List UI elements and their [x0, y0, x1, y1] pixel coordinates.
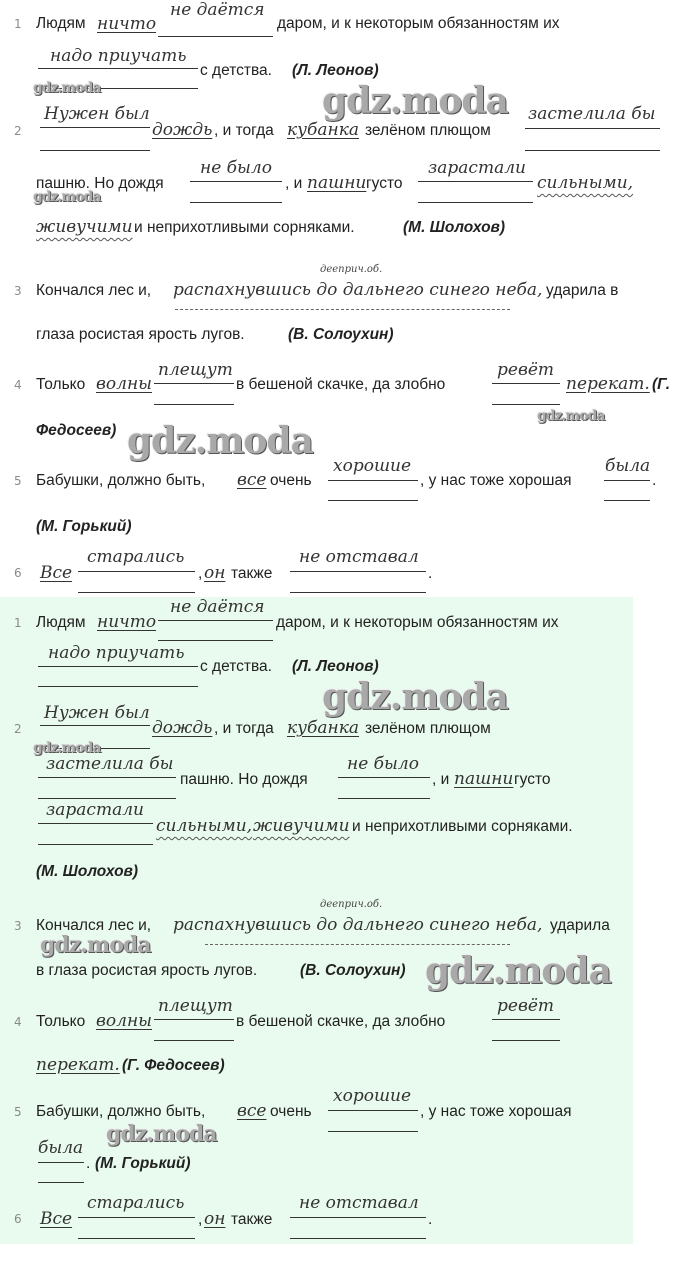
predicate-word: старались — [87, 547, 185, 567]
predicate-underline — [492, 1019, 560, 1020]
author: (Л. Леонов) — [292, 658, 379, 675]
predicate-underline — [38, 686, 198, 687]
sentence-text: , и — [285, 175, 303, 192]
predicate-word: не было — [347, 754, 419, 774]
watermark-logo: gdz.moda — [33, 80, 101, 96]
predicate-underline — [290, 1238, 426, 1239]
predicate-underline — [290, 571, 426, 572]
predicate-underline — [40, 150, 150, 151]
predicate-underline — [154, 404, 234, 405]
subject-word: пашни — [307, 173, 367, 193]
watermark-logo: gdz.moda — [425, 950, 611, 992]
predicate-word: застелила бы — [46, 754, 174, 774]
sentence-text: Людям — [36, 614, 86, 631]
predicate-word: не было — [200, 158, 272, 178]
sentence-number: 1 — [14, 616, 22, 630]
predicate-word: Нужен был — [44, 104, 150, 124]
sentence-number: 6 — [14, 566, 22, 580]
predicate-underline — [290, 1217, 426, 1218]
sentence-text: густо — [514, 771, 551, 788]
predicate-word: не даётся — [170, 0, 265, 20]
sentence-text: даром, и к некоторым обязанностям их — [276, 614, 559, 631]
sentence-text: , и тогда — [214, 122, 274, 139]
watermark-logo: gdz.moda — [322, 676, 508, 718]
annotation-note: дееприч.об. — [320, 899, 383, 910]
attribute-word: сильными, — [156, 816, 253, 836]
predicate-underline — [40, 725, 150, 726]
sentence-text: Бабушки, должно быть, — [36, 1103, 206, 1120]
subject-word: пашни — [454, 769, 514, 789]
predicate-underline — [492, 383, 560, 384]
sentence-text: даром, и к некоторым обязанностям их — [277, 15, 560, 32]
predicate-underline — [38, 777, 176, 778]
watermark-logo: gdz.moda — [537, 408, 605, 424]
predicate-underline — [38, 68, 198, 69]
predicate-underline — [328, 480, 418, 481]
sentence-text: с детства. — [200, 658, 272, 675]
predicate-word: зарастали — [46, 800, 144, 820]
sentence-text: густо — [366, 175, 403, 192]
sentence-text: . — [86, 1155, 91, 1172]
predicate-underline — [38, 844, 153, 845]
sentence-number: 4 — [14, 378, 22, 392]
sentence-text: Кончался лес и, — [36, 917, 152, 934]
sentence-number: 2 — [14, 124, 22, 138]
sentence-number: 3 — [14, 284, 22, 298]
predicate-underline — [78, 1217, 195, 1218]
predicate-underline — [40, 127, 150, 128]
sentence-text: . — [428, 1211, 433, 1228]
predicate-word: не отставал — [299, 547, 419, 567]
author: Федосеев) — [36, 422, 117, 439]
sentence-text: Бабушки, должно быть, — [36, 472, 206, 489]
predicate-underline — [492, 404, 560, 405]
predicate-underline — [38, 798, 176, 799]
author: (Г. Федосеев) — [122, 1057, 225, 1074]
predicate-word: Нужен был — [44, 703, 150, 723]
phrase-underline — [175, 309, 510, 310]
sentence-number: 5 — [14, 474, 22, 488]
subject-word: Все — [40, 1209, 73, 1229]
sentence-number: 5 — [14, 1105, 22, 1119]
attribute-word: живучими — [36, 217, 133, 237]
subject-word: кубанка — [287, 718, 360, 738]
watermark-logo: gdz.moda — [106, 1121, 217, 1147]
sentence-text: Только — [36, 376, 86, 393]
predicate-underline — [190, 181, 282, 182]
sentence-text: глаза росистая ярость лугов. — [36, 326, 245, 343]
predicate-underline — [604, 500, 650, 501]
phrase-underline — [205, 944, 510, 945]
subject-word: ничто — [97, 612, 157, 632]
subject-word: перекат. — [36, 1055, 120, 1075]
predicate-underline — [38, 666, 198, 667]
predicate-underline — [525, 150, 660, 151]
predicate-underline — [154, 1040, 234, 1041]
author: (М. Горький) — [36, 518, 132, 535]
sentence-text: очень — [270, 472, 312, 489]
sentence-number: 6 — [14, 1212, 22, 1226]
predicate-underline — [78, 592, 195, 593]
predicate-word: старались — [87, 1193, 185, 1213]
watermark-logo: gdz.moda — [33, 740, 101, 756]
sentence-text: , — [198, 1211, 203, 1228]
subject-word: волны — [96, 374, 152, 394]
author: (М. Шолохов) — [36, 863, 139, 880]
predicate-word: ревёт — [497, 360, 555, 380]
predicate-word: зарастали — [428, 158, 526, 178]
author: (М. Шолохов) — [403, 219, 506, 236]
predicate-underline — [492, 1040, 560, 1041]
sentence-text: также — [231, 1211, 273, 1228]
watermark-logo: gdz.moda — [40, 932, 151, 958]
predicate-underline — [38, 823, 153, 824]
predicate-underline — [525, 128, 660, 129]
predicate-word: была — [38, 1138, 84, 1158]
sentence-text: очень — [270, 1103, 312, 1120]
annotation-note: дееприч.об. — [320, 264, 383, 275]
subject-word: волны — [96, 1011, 152, 1031]
sentence-text: зелёном плющом — [365, 720, 491, 737]
sentence-number: 4 — [14, 1015, 22, 1029]
predicate-word: была — [605, 456, 651, 476]
subject-word: Все — [40, 563, 73, 583]
predicate-word: хорошие — [333, 456, 412, 476]
predicate-word: надо приучать — [48, 643, 185, 663]
predicate-word: не даётся — [170, 597, 265, 617]
sentence-number: 3 — [14, 919, 22, 933]
sentence-text: , и — [432, 771, 450, 788]
predicate-underline — [328, 1110, 418, 1111]
predicate-underline — [338, 798, 430, 799]
predicate-underline — [78, 571, 195, 572]
sentence-text: также — [231, 565, 273, 582]
sentence-text: ударила — [550, 917, 610, 934]
subject-word: дождь — [152, 120, 213, 140]
predicate-word: плещут — [158, 360, 233, 380]
sentence-text: . — [652, 472, 657, 489]
sentence-text: , у нас тоже хорошая — [420, 472, 572, 489]
sentence-text: зелёном плющом — [365, 122, 491, 139]
predicate-word: надо приучать — [50, 46, 187, 66]
predicate-underline — [154, 383, 234, 384]
sentence-text: , — [198, 565, 203, 582]
sentence-text: и неприхотливыми сорняками. — [352, 818, 573, 835]
sentence-text: Кончался лес и, — [36, 282, 152, 299]
subject-word: кубанка — [287, 120, 360, 140]
author: (Г. — [652, 376, 671, 393]
predicate-underline — [154, 1019, 234, 1020]
subject-word: все — [237, 1101, 267, 1121]
sentence-number: 2 — [14, 722, 22, 736]
predicate-underline — [418, 202, 533, 203]
sentence-text: Людям — [36, 15, 86, 32]
predicate-word: хорошие — [333, 1086, 412, 1106]
predicate-underline — [604, 480, 650, 481]
subject-word: он — [204, 563, 226, 583]
subject-word: ничто — [97, 14, 157, 34]
watermark-logo: gdz.moda — [322, 80, 508, 122]
predicate-underline — [38, 1182, 84, 1183]
sentence-text: с детства. — [200, 62, 272, 79]
author: (В. Солоухин) — [300, 962, 406, 979]
subject-word: он — [204, 1209, 226, 1229]
watermark-logo: gdz.moda — [33, 189, 101, 205]
predicate-underline — [158, 620, 273, 621]
predicate-underline — [328, 500, 418, 501]
predicate-underline — [158, 36, 273, 37]
author: (М. Горький) — [95, 1155, 191, 1172]
sentence-text: в бешеной скачке, да злобно — [236, 1013, 446, 1030]
sentence-text: ударила в — [546, 282, 619, 299]
predicate-underline — [38, 1162, 84, 1163]
attribute-word: живучими — [253, 816, 350, 836]
predicate-word: ревёт — [497, 996, 555, 1016]
sentence-text: . — [428, 565, 433, 582]
predicate-underline — [158, 640, 273, 641]
predicate-underline — [190, 202, 282, 203]
subject-word: перекат. — [566, 374, 650, 394]
participial-phrase: распахнувшись до дальнего синего неба, — [173, 915, 543, 935]
sentence-text: в глаза росистая ярость лугов. — [36, 962, 258, 979]
sentence-text: пашню. Но дождя — [36, 175, 164, 192]
author: (Л. Леонов) — [292, 62, 379, 79]
author: (В. Солоухин) — [288, 326, 394, 343]
watermark-logo: gdz.moda — [127, 420, 313, 462]
predicate-underline — [328, 1131, 418, 1132]
sentence-text: Только — [36, 1013, 86, 1030]
sentence-number: 1 — [14, 17, 22, 31]
predicate-word: плещут — [158, 996, 233, 1016]
sentence-text: , и тогда — [214, 720, 274, 737]
sentence-text: в бешеной скачке, да злобно — [236, 376, 446, 393]
attribute-word: сильными, — [537, 173, 634, 193]
predicate-underline — [418, 181, 533, 182]
predicate-underline — [338, 777, 430, 778]
predicate-word: не отставал — [299, 1193, 419, 1213]
sentence-text: пашню. Но дождя — [180, 771, 308, 788]
predicate-underline — [290, 592, 426, 593]
sentence-text: и неприхотливыми сорняками. — [134, 219, 355, 236]
predicate-underline — [78, 1238, 195, 1239]
subject-word: дождь — [152, 718, 213, 738]
participial-phrase: распахнувшись до дальнего синего неба, — [173, 280, 543, 300]
predicate-word: застелила бы — [528, 104, 656, 124]
subject-word: все — [237, 470, 267, 490]
sentence-text: , у нас тоже хорошая — [420, 1103, 572, 1120]
